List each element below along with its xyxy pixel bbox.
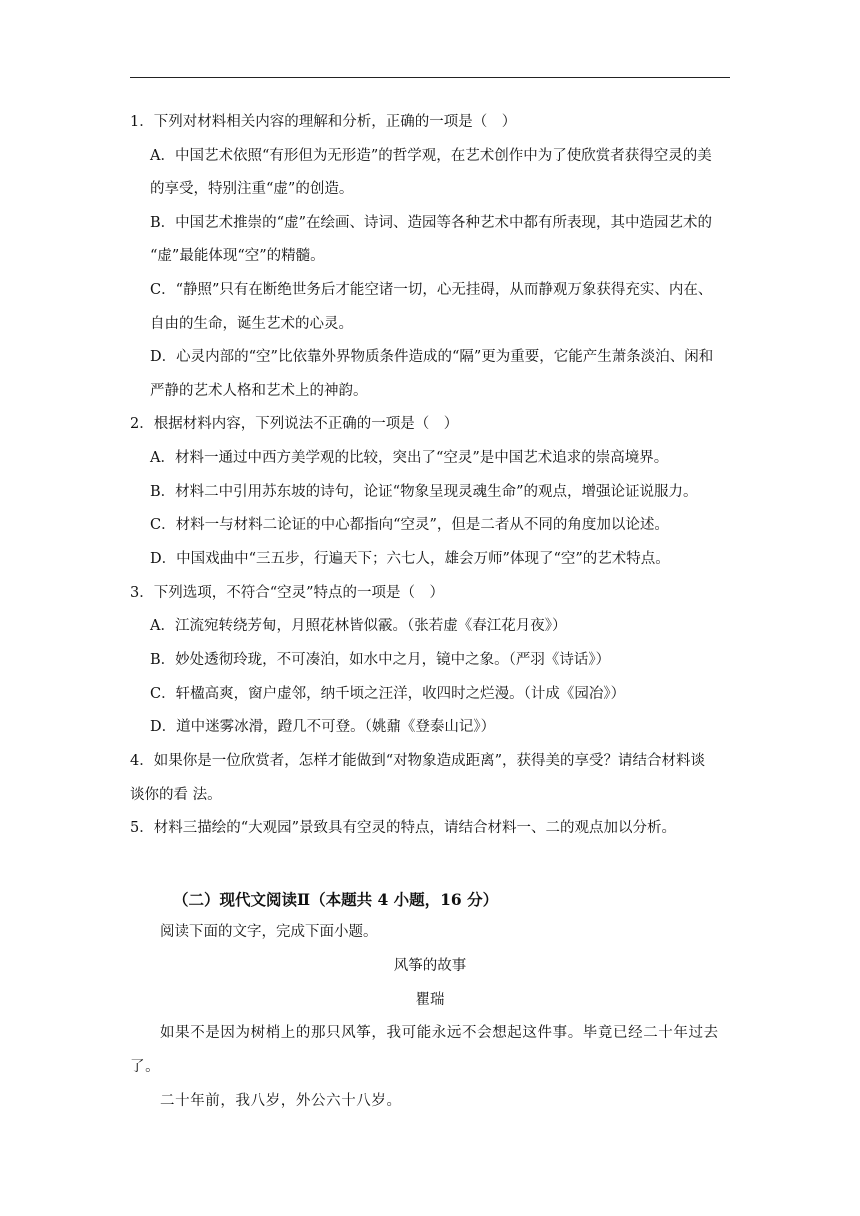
section-heading: （二）现代文阅读Ⅱ（本题共 4 小题，16 分） bbox=[173, 890, 499, 909]
q1-option-c[interactable]: C．“静照”只有在断绝世务后才能空诸一切，心无挂碍，从而静观万象获得充实、内在、 bbox=[150, 282, 713, 298]
q3-option-d[interactable]: D．道中迷雾冰滑，蹬几不可登。（姚鼐《登泰山记》） bbox=[150, 719, 496, 735]
q1-option-b[interactable]: B．中国艺术推崇的“虚”在绘画、诗词、造园等各种艺术中都有所表现，其中造园艺术的 bbox=[150, 215, 712, 231]
story-author: 瞿瑞 bbox=[415, 992, 445, 1008]
q1-stem: 1．下列对材料相关内容的理解和分析，正确的一项是（ ） bbox=[130, 114, 517, 130]
q2-option-c[interactable]: C．材料一与材料二论证的中心都指向“空灵”，但是二者从不同的角度加以论述。 bbox=[150, 517, 669, 533]
q1-option-a[interactable]: A．中国艺术依照“有形但为无形造”的哲学观，在艺术创作中为了使欣赏者获得空灵的美 bbox=[150, 148, 712, 164]
q3-option-b[interactable]: B．妙处透彻玲珑，不可凑泊，如水中之月，镜中之象。（严羽《诗话》） bbox=[150, 652, 611, 668]
section-instruction: 阅读下面的文字，完成下面小题。 bbox=[160, 924, 378, 940]
q4-stem-cont: 谈你的看 法。 bbox=[130, 787, 222, 803]
q1-option-a-cont: 的享受，特别注重“虚”的创造。 bbox=[150, 181, 354, 197]
q2-stem: 2．根据材料内容，下列说法不正确的一项是（ ） bbox=[130, 416, 459, 432]
q3-option-a[interactable]: A．江流宛转绕芳甸，月照花林皆似霰。（张若虚《春江花月夜》） bbox=[150, 618, 567, 634]
q1-option-b-cont: “虚”最能体现“空”的精髓。 bbox=[150, 248, 325, 264]
q2-option-d[interactable]: D．中国戏曲中“三五步，行遍天下；六七人，雄会万师”体现了“空”的艺术特点。 bbox=[150, 551, 670, 567]
story-paragraph-1: 如果不是因为树梢上的那只风筝，我可能永远不会想起这件事。毕竟已经二十年过去 bbox=[160, 1025, 719, 1041]
q2-option-a[interactable]: A．材料一通过中西方美学观的比较，突出了“空灵”是中国艺术追求的崇高境界。 bbox=[150, 450, 669, 466]
q3-option-c[interactable]: C．轩楹高爽，窗户虚邻，纳千顷之汪洋，收四时之烂漫。（计成《园冶》） bbox=[150, 686, 626, 702]
story-title: 风筝的故事 bbox=[393, 958, 467, 974]
q1-option-c-cont: 自由的生命，诞生艺术的心灵。 bbox=[150, 316, 353, 332]
q1-option-d[interactable]: D．心灵内部的“空”比依靠外界物质条件造成的“隔”更为重要，它能产生萧条淡泊、闲和 bbox=[150, 349, 714, 365]
q1-option-d-cont: 严静的艺术人格和艺术上的神韵。 bbox=[150, 383, 368, 399]
q2-option-b[interactable]: B．材料二中引用苏东坡的诗句，论证“物象呈现灵魂生命”的观点，增强论证说服力。 bbox=[150, 484, 698, 500]
q4-stem: 4．如果你是一位欣赏者，怎样才能做到“对物象造成距离”，获得美的享受？请结合材料谈 bbox=[130, 753, 706, 769]
story-paragraph-1-cont: 了。 bbox=[130, 1059, 161, 1075]
q3-stem: 3．下列选项，不符合“空灵”特点的一项是（ ） bbox=[130, 585, 445, 601]
q5-stem: 5．材料三描绘的“大观园”景致具有空灵的特点，请结合材料一、二的观点加以分析。 bbox=[130, 820, 677, 836]
story-paragraph-2: 二十年前，我八岁，外公六十八岁。 bbox=[160, 1093, 402, 1109]
header-rule bbox=[130, 77, 730, 78]
